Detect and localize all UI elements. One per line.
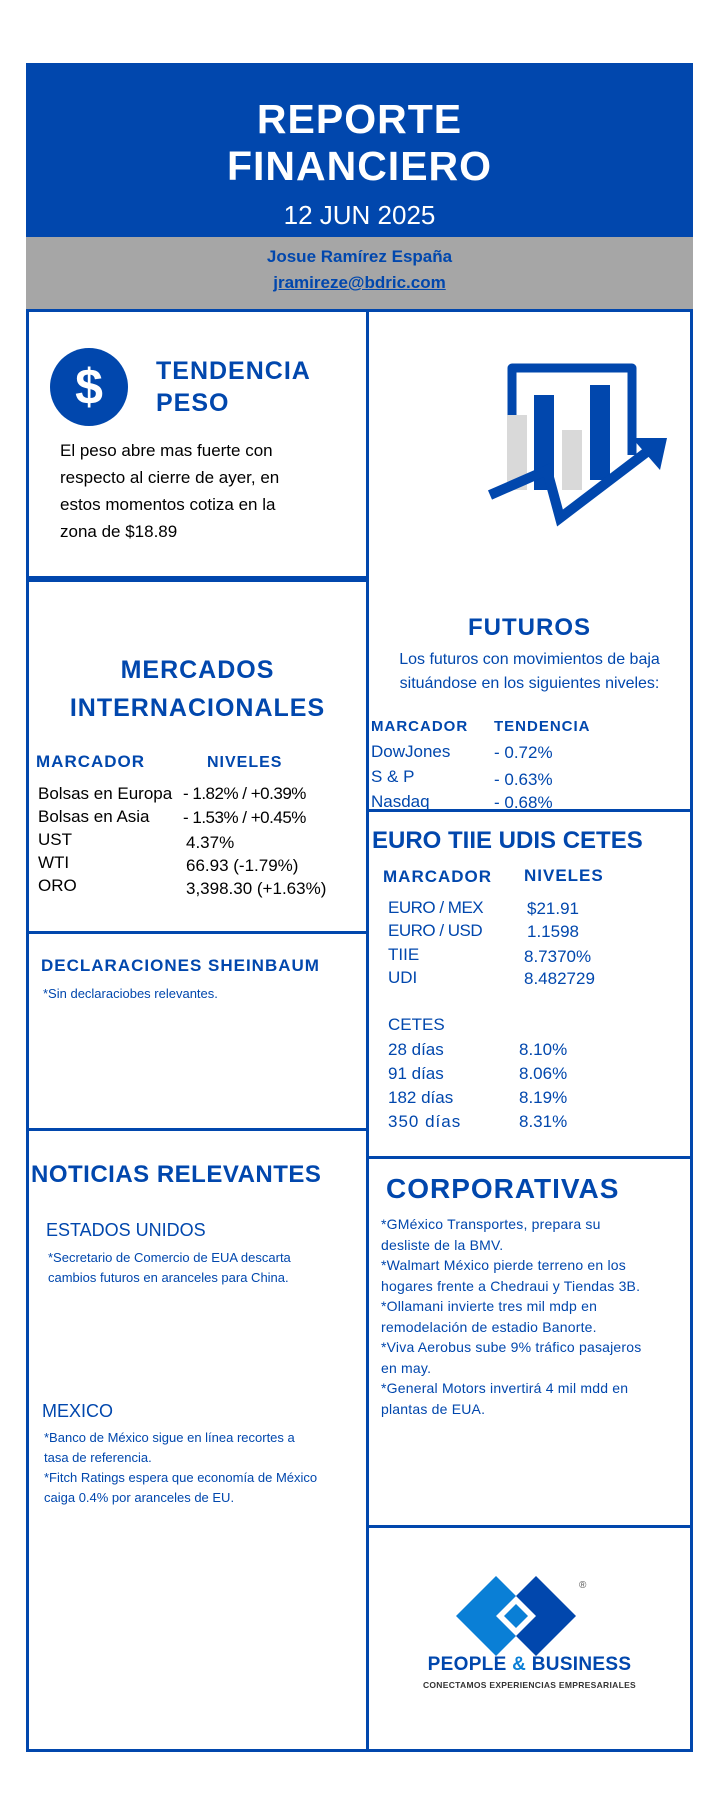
euro-row-value: 8.7370% <box>524 947 592 966</box>
peso-description-line: El peso abre mas fuerte con <box>60 441 273 460</box>
corporate-item: *Viva Aerobus sube 9% tráfico pasajeros <box>381 1339 642 1355</box>
logo-brand-business: BUSINESS <box>531 1654 632 1675</box>
corporate-item: *GMéxico Transportes, prepara su <box>381 1216 601 1232</box>
euro-row-name: EURO / USD <box>388 921 483 940</box>
futures-row-name: Nasdaq <box>371 792 430 811</box>
corporate-item: *Walmart México pierde terreno en los <box>381 1257 626 1273</box>
cetes-row-value: 8.31% <box>519 1112 568 1131</box>
euro-row-name: TIIE <box>388 945 420 964</box>
logo-tagline: CONECTAMOS EXPERIENCIAS EMPRESARIALES <box>422 1680 637 1690</box>
report-header <box>26 63 693 237</box>
author-name: Josue Ramírez España <box>266 247 453 266</box>
logo-brand-ampersand: & <box>512 1654 527 1675</box>
markets-row-name: WTI <box>38 853 70 872</box>
peso-title-line1: TENDENCIA <box>156 357 311 385</box>
news-mx-item: caiga 0.4% por aranceles de EU. <box>44 1490 235 1505</box>
svg-text:$: $ <box>75 359 103 415</box>
report-title-line2: FINANCIERO <box>226 143 493 189</box>
peso-description <box>60 437 279 545</box>
relevant-news-section <box>26 1128 369 1752</box>
euro-row-value: 8.482729 <box>524 969 595 988</box>
corporate-item: *General Motors invertirá 4 mil mdd en <box>381 1380 629 1396</box>
futures-col-marcador: MARCADOR <box>371 718 469 735</box>
corporate-title: CORPORATIVAS <box>386 1173 620 1204</box>
futures-description-line: situándose en los siguientes niveles: <box>399 675 660 692</box>
sheinbaum-statements-section <box>26 931 369 1131</box>
futures-row-value: - 0.68% <box>494 793 553 812</box>
markets-row-name: ORO <box>38 876 77 895</box>
corporate-section <box>366 1156 693 1528</box>
statements-title: DECLARACIONES SHEINBAUM <box>41 956 320 975</box>
euro-tiie-udis-cetes-section <box>366 809 693 1159</box>
euro-row-name: UDI <box>388 968 418 987</box>
euro-col-niveles: NIVELES <box>524 866 604 885</box>
corporate-list <box>381 1214 641 1419</box>
news-mx-list <box>44 1428 317 1508</box>
markets-row-value: 3,398.30 (+1.63%) <box>186 879 327 898</box>
international-markets-section <box>26 579 369 934</box>
news-title: NOTICIAS RELEVANTES <box>31 1161 322 1188</box>
cetes-row-value: 8.10% <box>519 1040 568 1059</box>
peso-description-line: estos momentos cotiza en la <box>60 495 276 514</box>
corporate-item: *Ollamani invierte tres mil mdp en <box>381 1298 598 1314</box>
dollar-icon <box>49 347 129 427</box>
corporate-item: hogares frente a Chedraui y Tiendas 3B. <box>381 1277 641 1294</box>
cetes-row-value: 8.19% <box>519 1088 568 1107</box>
report-date: 12 JUN 2025 <box>283 200 436 230</box>
registered-mark: ® <box>579 1580 587 1591</box>
corporate-item: remodelación de estadio Banorte. <box>381 1318 597 1335</box>
markets-row-name: Bolsas en Asia <box>38 807 150 826</box>
cetes-label: CETES <box>388 1015 445 1034</box>
futures-row-value: - 0.72% <box>494 743 553 762</box>
markets-title-line2: INTERNACIONALES <box>69 694 326 722</box>
news-mx-item: *Fitch Ratings espera que economía de México <box>44 1470 318 1485</box>
markets-col-niveles: NIVELES <box>207 754 283 771</box>
peso-description-line: respecto al cierre de ayer, en <box>60 468 280 487</box>
growth-chart-icon <box>482 360 672 530</box>
futures-col-tendencia: TENDENCIA <box>494 718 591 735</box>
cetes-row-name: 350 días <box>388 1112 462 1131</box>
futures-row-name: DowJones <box>371 742 451 761</box>
futures-title: FUTUROS <box>468 614 591 641</box>
author-bar <box>26 237 693 309</box>
author-email[interactable]: jramireze@bdric.com <box>273 273 446 292</box>
euro-row-name: EURO / MEX <box>388 898 484 917</box>
euro-row-value: 1.1598 <box>527 922 579 941</box>
peso-title-line2: PESO <box>156 389 230 417</box>
markets-row-value: 4.37% <box>186 833 235 852</box>
corporate-item: desliste de la BMV. <box>381 1236 504 1253</box>
futures-section <box>366 309 693 812</box>
news-us-item: cambios futuros en aranceles para China. <box>48 1270 289 1285</box>
markets-row-value: - 1.82% / +0.39% <box>183 784 306 803</box>
futures-description <box>369 648 690 696</box>
futures-row-value: - 0.63% <box>494 770 553 789</box>
cetes-row-name: 91 días <box>388 1064 444 1083</box>
logo-section <box>366 1525 693 1752</box>
corporate-item: en may. <box>381 1359 432 1376</box>
news-mx-item: *Banco de México sigue en línea recortes a <box>44 1430 295 1445</box>
report-title-line1: REPORTE <box>256 96 463 142</box>
markets-col-marcador: MARCADOR <box>36 752 146 771</box>
news-us-list <box>48 1248 291 1288</box>
corporate-item: plantas de EUA. <box>381 1400 486 1417</box>
news-mx-item: tasa de referencia. <box>44 1450 152 1465</box>
euro-col-marcador: MARCADOR <box>383 867 493 886</box>
markets-title-line1: MERCADOS <box>120 656 275 684</box>
cetes-row-name: 28 días <box>388 1040 444 1059</box>
cetes-row-name: 182 días <box>388 1088 454 1107</box>
euro-section-title: EURO TIIE UDIS CETES <box>372 827 643 854</box>
people-business-logo-icon <box>451 1566 601 1666</box>
markets-row-name: UST <box>38 830 72 849</box>
news-us-item: *Secretario de Comercio de EUA descarta <box>48 1250 291 1265</box>
peso-trend-section <box>26 309 369 579</box>
futures-description-line: Los futuros con movimientos de baja <box>399 651 660 668</box>
futures-row-name: S & P <box>371 767 415 786</box>
logo-brand-people: PEOPLE <box>427 1654 507 1675</box>
peso-description-line: zona de $18.89 <box>60 522 178 541</box>
markets-row-value: - 1.53% / +0.45% <box>183 808 306 827</box>
news-us-label: ESTADOS UNIDOS <box>46 1220 206 1240</box>
markets-row-value: 66.93 (-1.79%) <box>186 856 299 875</box>
euro-row-value: $21.91 <box>527 899 579 918</box>
news-mx-label: MEXICO <box>42 1401 114 1421</box>
markets-row-name: Bolsas en Europa <box>38 784 173 803</box>
cetes-row-value: 8.06% <box>519 1064 568 1083</box>
statements-text: *Sin declaraciobes relevantes. <box>43 986 218 1001</box>
logo-brand <box>369 1654 690 1676</box>
